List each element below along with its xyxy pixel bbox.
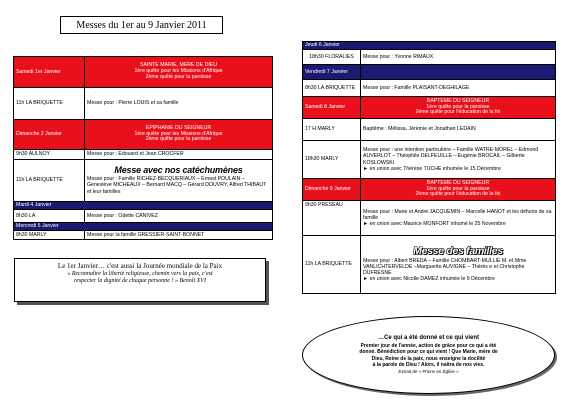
liturgy-cell [361, 97, 556, 119]
feast-name: BAPTEME DU SEIGNEUR [426, 179, 490, 186]
reflection-source: Extrait de « Prions en Église » [398, 368, 459, 374]
liturgy-cell [361, 179, 556, 201]
table-row [14, 223, 273, 231]
table-row [14, 231, 273, 240]
world-peace-day-box [14, 258, 266, 302]
collection-2: 2ème quête pour l'éducation de la foi [415, 191, 501, 198]
mass-time-place: 8h30 MARLY [14, 231, 85, 240]
table-row [303, 42, 556, 50]
mass-intention: Messe pour : Yvonne RIMAUX [361, 50, 556, 65]
schedule-date: Vendredi 7 Janvier [303, 65, 361, 80]
mass-intention-cell [85, 160, 273, 202]
peace-quote-line-2: respecter la dignité de chaque personne ! » Benoît XVI [74, 278, 206, 285]
family-mass-title: Messe des familles [413, 245, 503, 258]
mass-intention: Messe pour : Marie et André JACQUEMIN – Marcelle HANOT et les défunts de sa famille [363, 208, 552, 221]
feast-name: BAPTEME DU SEIGNEUR [426, 97, 490, 104]
schedule-date: Mardi 4 Janvier [14, 202, 273, 210]
mass-intention: Messe pour : Odette CANIVEZ [85, 210, 273, 223]
table-row [14, 57, 273, 88]
left-schedule-table [13, 56, 273, 240]
schedule-date: Samedi 8 Janvier [303, 97, 361, 119]
mass-intention: Messe pour : Pierre LOUIS et sa famille [85, 88, 273, 120]
table-row [303, 141, 556, 179]
mass-time-place: 18h30 MARLY [303, 141, 361, 179]
table-row [303, 179, 556, 201]
table-row [303, 80, 556, 97]
in-union-note: ► en union avec Thérèse TUCHE inhumée le 15 Décembre [363, 165, 501, 172]
peace-quote-line-1: « Reconnaître la liberté religieuse, chemin vers la paix, c'est [67, 270, 213, 277]
reflection-line-3: Dieu, Reine de la paix, nous enseigne la docilité [371, 355, 486, 362]
table-row [14, 210, 273, 223]
new-year-reflection-oval [302, 316, 555, 394]
mass-time-place: 8h30 LA [14, 210, 85, 223]
reflection-title: …Ce qui a été donné et ce qui vient [377, 335, 480, 342]
table-row [303, 201, 556, 236]
mass-intention-cell [361, 236, 556, 294]
schedule-date: Dimanche 9 Janvier [303, 179, 361, 201]
reflection-line-1: Premier jour de l'année, action de grâce pour ce qui a été [360, 342, 497, 349]
table-row [14, 150, 273, 160]
table-row [14, 88, 273, 120]
mass-intention: Messe pour : Famille RICHEZ-BECQUERIAUX – Ernest POULAIN – Geneviève MICHEAUX – Bernard MACQ – Gérard DOUVRY, Alfred THIBAUT et leur familles [87, 176, 267, 195]
mass-time-place: 11h LA BRIQUETTE [303, 236, 361, 294]
empty-cell [361, 65, 556, 80]
liturgy-cell [85, 57, 273, 88]
mass-intention: Messe pour la famille GRESSIER-SAINT-BONNET [85, 231, 273, 240]
collection-2: 2ème quête pour la paroisse [145, 136, 212, 143]
peace-day-heading: Le 1er Janvier… c'est aussi la Journée mondiale de la Paix [57, 262, 223, 270]
table-row [14, 160, 273, 202]
collection-1: 1ère quête pour la paroisse [426, 103, 490, 110]
schedule-date: Dimanche 2 Janvier [14, 120, 85, 150]
in-union-note: ► en union avec Maurice MONFORT inhumé le 25 Novembre [363, 221, 506, 228]
right-schedule-table [302, 41, 556, 294]
mass-time-place: 17 H MARLY [303, 119, 361, 141]
mass-time-place: 9h30 AULNOY [14, 150, 85, 160]
page-title: Messes du 1er au 9 Janvier 2011 [60, 16, 223, 34]
catechumen-title: Messe avec nos catéchumènes [114, 165, 243, 176]
table-row [14, 202, 273, 210]
mass-time-place: 11h LA BRIQUETTE [14, 88, 85, 120]
schedule-date: Mercredi 5 Janvier [14, 223, 273, 231]
mass-time-place: 8h30 LA BRIQUETTE [303, 80, 361, 97]
liturgy-cell [85, 120, 273, 150]
mass-intention: Messe pour : Edouard et Jean CROCFER [85, 150, 273, 160]
mass-intention: Messe pour : une intention particulière – Famille WATRE-MOREL – Edmond AUVERLOT – Théophile DELFEUILLE – Eugénie BROCAIL – Gilberte KOSLOWSKI [363, 147, 539, 166]
in-union-note: ► en union avec Nicolle DAMEZ inhumée le 9 Décembre [363, 276, 496, 283]
feast-name: SAINTE MARIE, MERE DE DIEU [140, 62, 217, 69]
reflection-line-4: à la parole de Dieu ! Alors, il naîtra de nos vies. [372, 362, 485, 369]
mass-intention-cell [361, 201, 556, 236]
schedule-date: Jeudi 6 Janvier [303, 42, 556, 50]
table-row [303, 65, 556, 80]
collection-1: 1ère quête pour les Missions d'Afrique [134, 68, 223, 75]
feast-name: EPIPHANIE DU SEIGNEUR [145, 124, 212, 131]
collection-1: 1ère quête pour les Missions d'Afrique [134, 130, 223, 137]
table-row [303, 97, 556, 119]
mass-intention: Messe pour : Famille PLAISANT-DEGHILAGE [361, 80, 556, 97]
collection-1: 1ère quête pour la paroisse [426, 185, 490, 192]
mass-intention-cell [361, 141, 556, 179]
table-row [14, 120, 273, 150]
mass-time-place: 18h30 FLORALIES [303, 50, 361, 65]
reflection-line-2: donné. Bénédiction pour ce qui vient ! Que Marie, mère de [359, 349, 498, 356]
collection-2: 2ème quête pour la paroisse [145, 73, 212, 80]
table-row [303, 236, 556, 294]
collection-2: 2ème quête pour l'éducation de la foi [415, 109, 501, 116]
baptism-text: Baptême : Mélissa, Jérémie et Jonathan LEDAIN [361, 119, 556, 141]
table-row [303, 119, 556, 141]
schedule-date: Samedi 1er Janvier [14, 57, 85, 88]
mass-intention: Messe pour : Albert BREDA – Famille CHOMBART-MULLIE M. et Mme VANLICHTERVELDE –Marguerite AUVIGNE – Thérès e et Christophe DUFRESNE [363, 258, 527, 277]
mass-time-place: 11h LA BRIQUETTE [14, 160, 85, 202]
mass-time-place: 9h30 PRESEAU [303, 201, 361, 236]
table-row [303, 50, 556, 65]
